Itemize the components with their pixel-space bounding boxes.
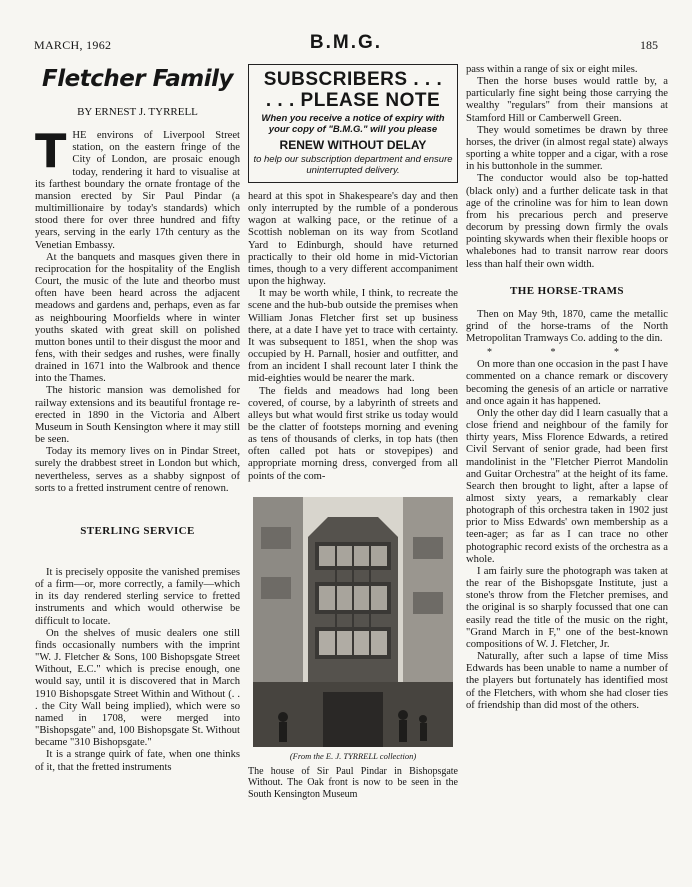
paragraph: It may be worth while, I think, to recreate the scene and the hub-bub outside the premises when William Jonas Fletcher first set up business there, at a date I have yet to trace with certainty. It was subsequent to 1851, when the shop was occupied by H. Parnall, hosier and outfitter, and from an incident I shall recount later I think the mid-eighties would be nearer the mark. [248, 288, 458, 385]
subscribers-notice [248, 64, 458, 183]
paragraph: heard at this spot in Shakespeare's day and then only interrupted by the rumble of a ponderous wagon at walking pace, or the retinue of a Scottish nobleman on its way from Scotland Yard to Edinburgh, should have returned practically to their old home in mid-Victorian times, though to a very different accompaniment upon the highway. [248, 191, 458, 288]
magazine-title: B.M.G. [309, 32, 383, 53]
subheading-sterling-service: STERLING SERVICE [80, 524, 195, 537]
notice-footer: to help our subscription department and ensure uninterrupted delivery. [253, 154, 453, 176]
paragraph: Today its memory lives on in Pindar Street, surely the drabbest street in London but which, nevertheless, serves as a shabby signpost of sorts to a fretted instrument centre of renown. [35, 446, 240, 494]
paragraph: The fields and meadows had long been covered, of course, by a labyrinth of streets and alleys but what would first strike us today would be the clatter of footsteps morning and evening as tens of thousands of clerks, in top hats (then often called pot hats or stovepipes) and appropriate morning dress, converged from all points of the com- [248, 385, 458, 482]
paragraph: At the banquets and masques given there in reciprocation for the hospitality of the English Court, the music of the lute and theorbo must often have been heard across the adjacent meadows and gardens and, perhaps, even as far as neighbouring Moorfields where in winter youths skated with great skill on polished mutton bones until to their disgust the moor and fens, with their sedges and rushes, were finally drained in 1671 into the Walbrook and thence into the Thames. [35, 251, 240, 385]
photo-caption: The house of Sir Paul Pindar in Bishopsgate Without. The Oak front is now to be seen in the South Kensington Museum [248, 765, 458, 800]
pindar-house-photo [253, 497, 453, 747]
column-1 [35, 64, 240, 774]
paragraph: Only the other day did I learn casually that a close friend and neighbour of the family for thirty years, Miss Florence Edwards, a retired Civil Servant of senior grade, had been first mandolinist in the "Fletcher Pierrot Mandolin and Guitar Orchestra" at the height of its fame. Search then brought to light, after a lapse of almost sixty years, a remarkably clear photograph of this orchestra taken in 1902 just prior to Miss Edwards' own membership as a teen-ager; as far as I can trace no other photographic record exists of the orchestra as a whole. [466, 407, 668, 565]
photo-credit: (From the E. J. TYRRELL collection) [289, 750, 417, 761]
page-number: 185 [640, 38, 658, 52]
section-break-stars: * * * [487, 347, 647, 359]
column-2 [248, 64, 458, 800]
paragraph: The conductor would also be top-hatted (black only) and a further delicate task in that age of the crinoline was for him to lean down from his precarious perch and preserve decorum by pressing down firmly the ovals pointing skywards when their flexible hoops or whalebones had to transit narrow rear doors less than half their own width. [466, 173, 668, 270]
column-3 [466, 64, 668, 712]
paragraph: It is a strange quirk of fate, when one thinks of it, that the fretted instruments [35, 749, 240, 773]
paragraph: The historic mansion was demolished for railway extensions and its beautiful frontage re-erected in 1890 in the Victoria and Albert Museum in South Kensington where it may still be seen. [35, 385, 240, 446]
paragraph: On the shelves of music dealers one still finds occasionally numbers with the imprint "W. J. Fletcher & Sons, 100 Bishopsgate Street Without, E.C." which is precise enough, one would say, until it is discovered that in March 1910 Bishopsgate Street Within and Without (. . . the City Wall being implied), which were so named in 1708, were merged into "Bishopsgate" and, 100 Bishopsgate St. Without became "310 Bishopsgate." [35, 627, 240, 749]
paragraph: Naturally, after such a lapse of time Miss Edwards has been unable to name a number of the players but fortunately has identified most of the Fletchers, with whom she had closer ties of friendship than did most of the others. [466, 651, 668, 711]
paragraph: THE environs of Liverpool Street station, on the eastern fringe of the City of London, are prosaic enough today, rendering it hard to visualise at its farthest boundary the ornate frontage of the mansion erected by Sir Paul Pindar (a multimillionaire by today's standards) which stood there for over three hundred and fifty years, serving in the early 17th century as the Venetian Embassy. [35, 124, 240, 251]
notice-heading-2: . . . PLEASE NOTE [265, 90, 441, 111]
paragraph: pass within a range of six or eight miles. [466, 64, 638, 75]
notice-renew: RENEW WITHOUT DELAY [279, 138, 427, 152]
drop-cap: T [35, 124, 67, 179]
paragraph: I am fairly sure the photograph was taken at the rear of the Bishopsgate Institute, just a stone's throw from the Fletcher premises, and the original is so sharply focussed that one can easily read the title of the music on the right, "Grand March in F," one of the best-known compositions of W. J. Fletcher, Jr. [466, 565, 668, 650]
paragraph: It is precisely opposite the vanished premises of a firm—or, more correctly, a family—which in its day rendered sterling service to fretted instruments and which would otherwise be difficult to locate. [35, 567, 240, 627]
paragraph: They would sometimes be drawn by three horses, the driver (in almost regal state) always sporting a white topper and a cigar, with a rose in his buttonhole in the summer. [466, 124, 668, 173]
notice-heading: SUBSCRIBERS . . . [263, 69, 443, 90]
byline: BY ERNEST J. TYRRELL [77, 106, 198, 118]
article-title: Fletcher Family [42, 66, 233, 92]
paragraph: Then the horse buses would rattle by, a particularly fine sight being those carrying the wealthy "regulars" from their mansions at Stamford Hill or Camberwell Green. [466, 76, 668, 124]
paragraph: On more than one occasion in the past I have commented on a chance remark or discovery becoming the genesis of an article or narrative and once again it has happened. [466, 359, 668, 407]
notice-text: When you receive a notice of expiry with your copy of "B.M.G." will you please [261, 113, 445, 135]
building-illustration [253, 497, 453, 747]
paragraph: Then on May 9th, 1870, came the metallic grind of the horse-trams of the North Metropolitan Tramways Co. adding to the din. [466, 308, 668, 345]
issue-date: MARCH, 1962 [34, 38, 112, 52]
subheading-horse-trams: THE HORSE-TRAMS [510, 284, 624, 297]
